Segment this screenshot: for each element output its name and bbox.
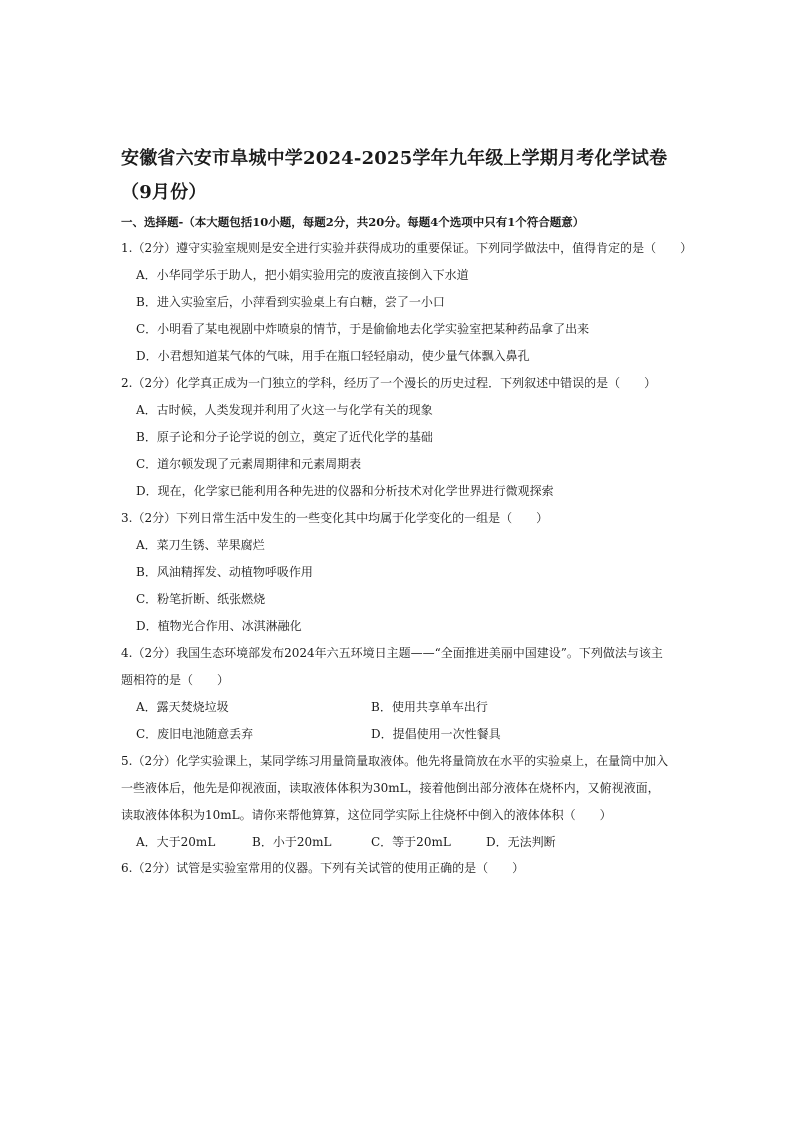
question-4-option-b: B．使用共享单车出行: [371, 700, 488, 714]
question-5-stem: 5.（2分）化学实验课上，某同学练习用量筒量取液体。他先将量筒放在水平的实验桌上，在量筒中加入: [121, 754, 669, 768]
question-3-option-c: C．粉笔折断、纸张燃烧: [136, 592, 266, 606]
question-5-option-c: C．等于20mL: [371, 835, 451, 849]
question-4-option-a: A．露天焚烧垃圾: [136, 700, 229, 714]
question-5-option-b: B．小于20mL: [252, 835, 332, 849]
question-2-option-b: B．原子论和分子论学说的创立，奠定了近代化学的基础: [136, 430, 433, 444]
question-1-option-c: C．小明看了某电视剧中炸喷泉的情节，于是偷偷地去化学实验室把某种药品拿了出来: [136, 322, 590, 336]
question-6-stem: 6.（2分）试管是实验室常用的仪器。下列有关试管的使用正确的是（ ）: [121, 861, 525, 875]
question-4-stem-continued: 题相符的是（ ）: [121, 673, 230, 687]
section-heading: 一、选择题-（本大题包括10小题，每题2分，共20分。每题4个选项中只有1个符合题意）: [121, 215, 585, 229]
question-1-option-a: A．小华同学乐于助人，把小娟实验用完的废液直接倒入下水道: [136, 268, 469, 282]
question-3-option-d: D．植物光合作用、冰淇淋融化: [136, 619, 302, 633]
question-2-option-d: D．现在，化学家已能利用各种先进的仪器和分析技术对化学世界进行微观探索: [136, 484, 554, 498]
question-3-stem: 3.（2分）下列日常生活中发生的一些变化其中均属于化学变化的一组是（ ）: [121, 511, 549, 525]
question-5-option-d: D．无法判断: [486, 835, 556, 849]
question-5-option-a: A．大于20mL: [136, 835, 216, 849]
question-3-option-a: A．菜刀生锈、苹果腐烂: [136, 538, 265, 552]
question-3-option-b: B．风油精挥发、动植物呼吸作用: [136, 565, 313, 579]
page-title: 安徽省六安市阜城中学2024-2025学年九年级上学期月考化学试卷（9月份）: [121, 148, 668, 203]
question-2-option-c: C．道尔顿发现了元素周期律和元素周期表: [136, 457, 362, 471]
question-5-stem-continued-1: 一些液体后，他先是仰视液面，读取液体体积为30mL，接着他倒出部分液体在烧杯内，又俯视液面，: [121, 781, 660, 795]
question-1-option-d: D．小君想知道某气体的气味，用手在瓶口轻轻扇动，使少量气体飘入鼻孔: [136, 349, 530, 363]
question-2-stem: 2.（2分）化学真正成为一门独立的学科，经历了一个漫长的历史过程．下列叙述中错误的是（ ）: [121, 376, 657, 390]
question-5-stem-continued-2: 读取液体体积为10mL。请你来帮他算算，这位同学实际上往烧杯中倒入的液体体积（ ）: [121, 808, 612, 822]
question-4-stem: 4.（2分）我国生态环境部发布2024年六五环境日主题——“全面推进美丽中国建设”。下列做法与该主: [121, 646, 663, 660]
question-2-option-a: A．古时候，人类发现并利用了火这一与化学有关的现象: [136, 403, 433, 417]
question-1-stem: 1.（2分）遵守实验室规则是安全进行实验并获得成功的重要保证。下列同学做法中，值得肯定的是（ ）: [121, 241, 693, 255]
question-4-option-d: D．提倡使用一次性餐具: [371, 727, 501, 741]
question-4-option-c: C．废旧电池随意丢弃: [136, 727, 254, 741]
question-1-option-b: B．进入实验室后，小萍看到实验桌上有白糖，尝了一小口: [136, 295, 445, 309]
